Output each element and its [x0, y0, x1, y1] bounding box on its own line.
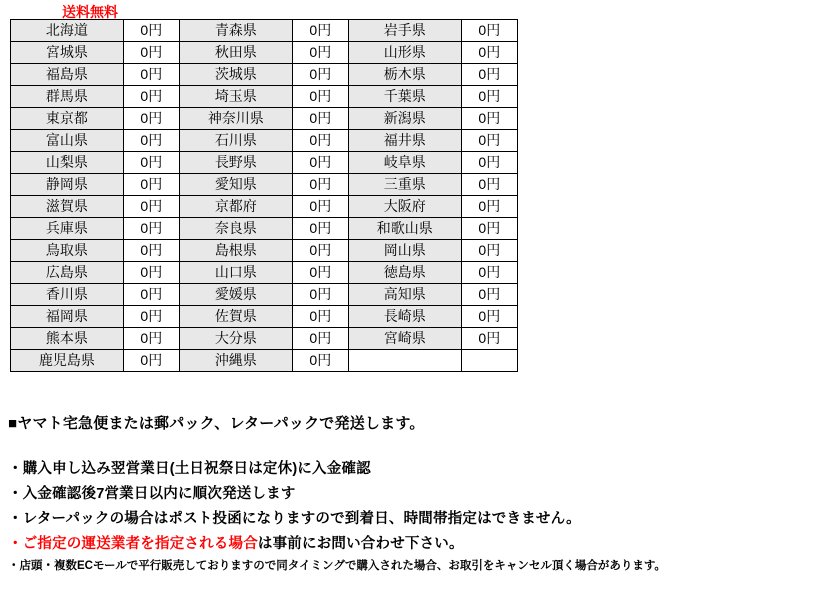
prefecture-cell: 山梨県 [11, 152, 124, 174]
fee-cell: 0円 [292, 42, 348, 64]
fee-cell: 0円 [123, 262, 179, 284]
note-payment-confirm: ・購入申し込み翌営業日(土日祝祭日は定休)に入金確認 [8, 461, 371, 477]
prefecture-cell: 愛知県 [179, 174, 292, 196]
prefecture-cell: 石川県 [179, 130, 292, 152]
fee-cell: 0円 [292, 196, 348, 218]
table-row [11, 240, 518, 262]
fee-cell: 0円 [292, 218, 348, 240]
prefecture-cell: 栃木県 [348, 64, 461, 86]
fee-cell: 0円 [123, 218, 179, 240]
shipping-method-heading: ■ヤマト宅急便または郵パック、レターパックで発送します。 [8, 415, 425, 432]
prefecture-cell: 埼玉県 [179, 86, 292, 108]
fee-cell: 0円 [292, 174, 348, 196]
fee-cell: 0円 [123, 20, 179, 42]
prefecture-cell-empty [348, 350, 461, 372]
fee-cell: 0円 [123, 64, 179, 86]
fee-cell: 0円 [461, 86, 517, 108]
table-row [11, 64, 518, 86]
fee-cell: 0円 [292, 20, 348, 42]
fee-cell: 0円 [123, 306, 179, 328]
prefecture-cell: 愛媛県 [179, 284, 292, 306]
table-row [11, 42, 518, 64]
free-shipping-label: 送料無料 [62, 4, 118, 20]
prefecture-cell: 宮崎県 [348, 328, 461, 350]
fee-cell-empty [461, 350, 517, 372]
shipping-fee-table-body [11, 20, 518, 372]
fee-cell: 0円 [461, 64, 517, 86]
prefecture-cell: 神奈川県 [179, 108, 292, 130]
fee-cell: 0円 [292, 86, 348, 108]
prefecture-cell: 秋田県 [179, 42, 292, 64]
fee-cell: 0円 [123, 152, 179, 174]
fee-cell: 0円 [123, 42, 179, 64]
fee-cell: 0円 [292, 328, 348, 350]
table-row [11, 108, 518, 130]
fee-cell: 0円 [123, 174, 179, 196]
prefecture-cell: 山形県 [348, 42, 461, 64]
table-row [11, 152, 518, 174]
table-row [11, 218, 518, 240]
note-dispatch-window: ・入金確認後7営業日以内に順次発送します [8, 486, 296, 502]
prefecture-cell: 和歌山県 [348, 218, 461, 240]
prefecture-cell: 岡山県 [348, 240, 461, 262]
fee-cell: 0円 [292, 306, 348, 328]
fee-cell: 0円 [461, 196, 517, 218]
prefecture-cell: 滋賀県 [11, 196, 124, 218]
table-row [11, 130, 518, 152]
fee-cell: 0円 [461, 306, 517, 328]
prefecture-cell: 長野県 [179, 152, 292, 174]
prefecture-cell: 香川県 [11, 284, 124, 306]
fee-cell: 0円 [292, 350, 348, 372]
fee-cell: 0円 [123, 350, 179, 372]
prefecture-cell: 静岡県 [11, 174, 124, 196]
prefecture-cell: 鳥取県 [11, 240, 124, 262]
fee-cell: 0円 [292, 284, 348, 306]
prefecture-cell: 岩手県 [348, 20, 461, 42]
fee-cell: 0円 [123, 196, 179, 218]
fee-cell: 0円 [292, 240, 348, 262]
fee-cell: 0円 [461, 152, 517, 174]
prefecture-cell: 長崎県 [348, 306, 461, 328]
fee-cell: 0円 [461, 20, 517, 42]
fee-cell: 0円 [461, 328, 517, 350]
fee-cell: 0円 [461, 218, 517, 240]
fee-cell: 0円 [123, 328, 179, 350]
fee-cell: 0円 [461, 284, 517, 306]
fee-cell: 0円 [123, 130, 179, 152]
prefecture-cell: 福井県 [348, 130, 461, 152]
note-carrier-request-red: ・ご指定の運送業者を指定される場合 [8, 536, 258, 552]
prefecture-cell: 東京都 [11, 108, 124, 130]
note-letterpack-no-timeslot: ・レターパックの場合はポスト投函になりますので到着日、時間帯指定はできません。 [8, 511, 581, 527]
prefecture-cell: 福岡県 [11, 306, 124, 328]
table-row [11, 350, 518, 372]
prefecture-cell: 奈良県 [179, 218, 292, 240]
fee-cell: 0円 [123, 240, 179, 262]
prefecture-cell: 新潟県 [348, 108, 461, 130]
prefecture-cell: 鹿児島県 [11, 350, 124, 372]
prefecture-cell: 宮城県 [11, 42, 124, 64]
shipping-notes [8, 412, 814, 573]
fee-cell: 0円 [292, 130, 348, 152]
prefecture-cell: 高知県 [348, 284, 461, 306]
fee-cell: 0円 [123, 108, 179, 130]
prefecture-cell: 沖縄県 [179, 350, 292, 372]
prefecture-cell: 兵庫県 [11, 218, 124, 240]
prefecture-cell: 青森県 [179, 20, 292, 42]
shipping-fee-table [10, 19, 518, 372]
prefecture-cell: 群馬県 [11, 86, 124, 108]
prefecture-cell: 広島県 [11, 262, 124, 284]
table-row [11, 174, 518, 196]
prefecture-cell: 島根県 [179, 240, 292, 262]
note-carrier-request [8, 532, 814, 553]
table-row [11, 262, 518, 284]
prefecture-cell: 福島県 [11, 64, 124, 86]
prefecture-cell: 千葉県 [348, 86, 461, 108]
fee-cell: 0円 [123, 284, 179, 306]
prefecture-cell: 大阪府 [348, 196, 461, 218]
prefecture-cell: 佐賀県 [179, 306, 292, 328]
fee-cell: 0円 [292, 64, 348, 86]
fee-cell: 0円 [461, 130, 517, 152]
prefecture-cell: 山口県 [179, 262, 292, 284]
prefecture-cell: 岐阜県 [348, 152, 461, 174]
note-carrier-request-black: は事前にお問い合わせ下さい。 [257, 536, 464, 552]
prefecture-cell: 富山県 [11, 130, 124, 152]
fee-cell: 0円 [123, 86, 179, 108]
fee-cell: 0円 [292, 262, 348, 284]
fee-cell: 0円 [292, 152, 348, 174]
table-row [11, 306, 518, 328]
fee-cell: 0円 [461, 240, 517, 262]
table-row [11, 196, 518, 218]
fee-cell: 0円 [292, 108, 348, 130]
prefecture-cell: 京都府 [179, 196, 292, 218]
prefecture-cell: 熊本県 [11, 328, 124, 350]
fee-cell: 0円 [461, 108, 517, 130]
fee-cell: 0円 [461, 42, 517, 64]
table-row [11, 328, 518, 350]
note-parallel-sales-disclaimer: ・店頭・複数ECモールで平行販売しておりますので同タイミングで購入された場合、お取引をキャンセル頂く場合があります。 [8, 560, 666, 572]
fee-cell: 0円 [461, 174, 517, 196]
fee-cell: 0円 [461, 262, 517, 284]
prefecture-cell: 三重県 [348, 174, 461, 196]
table-row [11, 20, 518, 42]
table-row [11, 284, 518, 306]
prefecture-cell: 茨城県 [179, 64, 292, 86]
prefecture-cell: 徳島県 [348, 262, 461, 284]
prefecture-cell: 北海道 [11, 20, 124, 42]
table-row [11, 86, 518, 108]
prefecture-cell: 大分県 [179, 328, 292, 350]
